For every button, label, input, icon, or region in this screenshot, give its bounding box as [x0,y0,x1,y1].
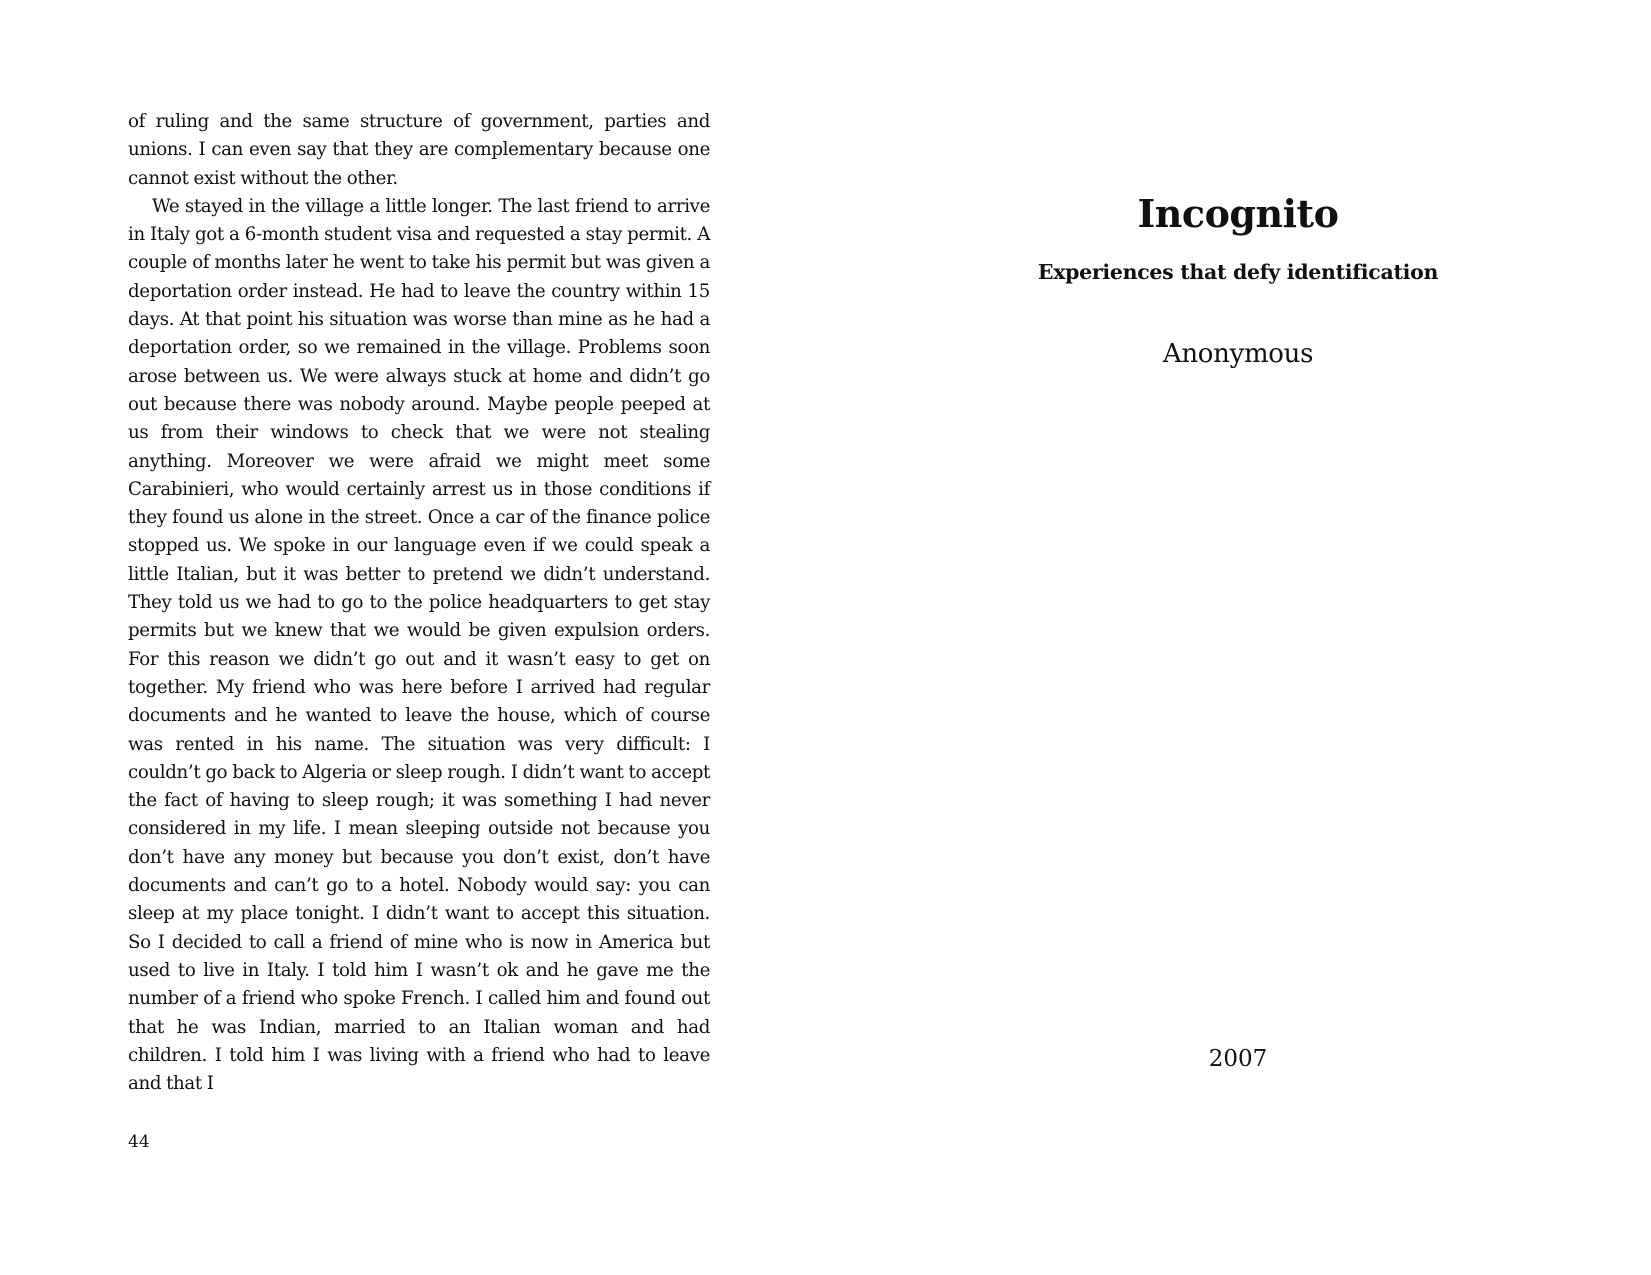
paragraph: We stayed in the village a little longer. The last friend to arrive in Italy got a 6-month student visa and requested a stay permit. A couple of months later he went to take his permit but was given a deportation order instead. He had to leave the country within 15 days. At that point his situation was worse than mine as he had a deportation order, so we remained in the village. Problems soon arose between us. We were always stuck at home and didn’t go out because there was nobody around. Maybe people peeped at us from their windows to check that we were not stealing anything. Moreover we were afraid we might meet some Carabinieri, who would certainly arrest us in those conditions if they found us alone in the street. Once a car of the finance police stopped us. We spoke in our language even if we could speak a little Italian, but it was better to pretend we didn’t understand. They told us we had to go to the police headquarters to get stay permits but we knew that we would be given expulsion orders. For this reason we didn’t go out and it wasn’t easy to get on together. My friend who was here before I arrived had regular documents and he wanted to leave the house, which of course was rented in his name. The situation was very difficult: I couldn’t go back to Algeria or sleep rough. I didn’t want to accept the fact of having to sleep rough; it was something I had never considered in my life. I mean sleeping outside not because you don’t have any money but because you don’t exist, don’t have documents and can’t go to a hotel. Nobody would say: you can sleep at my place tonight. I didn’t want to accept this situation. So I decided to call a friend of mine who is now in America but used to live in Italy. I told him I wasn’t ok and he gave me the number of a friend who spoke French. I called him and found out that he was Indian, married to an Italian woman and had children. I told him I was living with a friend who had to leave and that I [128,195,710,1095]
book-author: Anonymous [1162,339,1314,369]
title-page [825,0,1651,1275]
body-text [128,108,710,1098]
book-subtitle: Experiences that defy identification [1037,260,1439,284]
book-title: Incognito [1137,191,1339,236]
paragraph-continued: of ruling and the same structure of government, parties and unions. I can even say that they are complementary because one cannot exist without the other. [128,111,710,189]
publication-year: 2007 [1208,1046,1268,1072]
left-page [0,0,825,1275]
page-number: 44 [128,1132,150,1152]
